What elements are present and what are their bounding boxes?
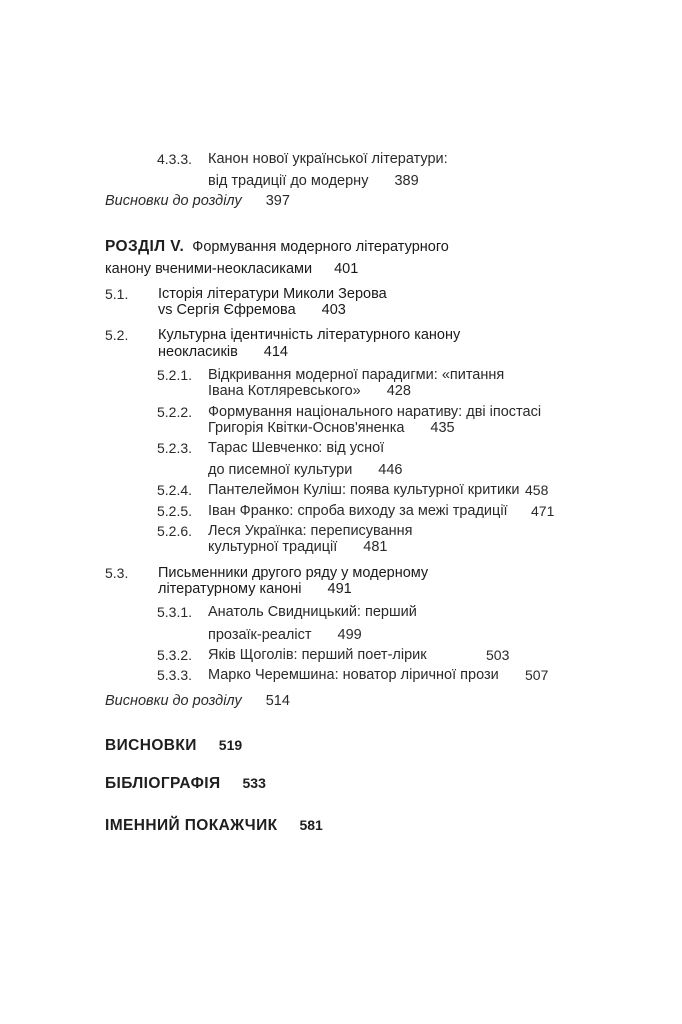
- entry-number: 5.3.3.: [157, 667, 193, 683]
- entry-title-line2: неокласиків 414: [158, 344, 288, 360]
- entry-title-line1: Канон нової української літератури:: [208, 151, 448, 167]
- chapter-heading: [105, 238, 449, 256]
- entry-title: ІМЕННИЙ ПОКАЖЧИК: [105, 817, 278, 834]
- entry-title-line1: Марко Черемшина: новатор ліричної прози: [208, 667, 499, 683]
- entry-title: Висновки до розділу: [105, 693, 242, 709]
- entry-title-line1: Відкривання модерної парадигми: «питання: [208, 367, 505, 383]
- page-number: 389: [394, 173, 419, 189]
- page-number: 458: [525, 482, 549, 498]
- page-number: 491: [327, 581, 352, 597]
- toc-entry-bibliography: [105, 774, 266, 793]
- entry-title-line2: Івана Котляревського» 428: [208, 383, 411, 399]
- entry-number: 5.3.2.: [157, 647, 193, 663]
- entry-title: БІБЛІОГРАФІЯ: [105, 775, 221, 792]
- toc-entry-conclusions-5: [105, 692, 290, 710]
- toc-entry-conclusions-4: [105, 192, 290, 210]
- entry-title-line2: vs Сергія Єфремова 403: [158, 302, 346, 318]
- entry-title-line1: Пантелеймон Куліш: поява культурної критики: [208, 482, 520, 498]
- entry-number: 5.1.: [105, 286, 129, 302]
- entry-title-line1: Культурна ідентичність літературного канону: [158, 327, 461, 343]
- entry-number: 5.2.6.: [157, 523, 193, 539]
- toc-entry-index: [105, 816, 323, 835]
- entry-number: 5.2.1.: [157, 367, 193, 383]
- page-number: 519: [218, 737, 243, 753]
- entry-number: 5.2.5.: [157, 503, 193, 519]
- page-number: 481: [363, 539, 388, 555]
- entry-title-line2: культурної традиції 481: [208, 539, 388, 555]
- entry-title-line2: від традиції до модерну 389: [208, 173, 419, 189]
- entry-title: ВИСНОВКИ: [105, 737, 197, 754]
- entry-number: 5.3.1.: [157, 604, 193, 620]
- entry-title-line1: Історія літератури Миколи Зерова: [158, 286, 387, 302]
- page-number: 581: [299, 817, 323, 833]
- page-number: 533: [242, 775, 266, 791]
- page-number: 414: [263, 344, 288, 360]
- chapter-title-line1: Формування модерного літературного: [192, 239, 449, 255]
- page-number: 428: [386, 383, 411, 399]
- entry-number: 4.3.3.: [157, 151, 193, 167]
- entry-title: Висновки до розділу: [105, 193, 242, 209]
- entry-number: 5.2.2.: [157, 404, 193, 420]
- toc-entry-conclusions: [105, 736, 242, 755]
- page-number: 401: [334, 261, 359, 277]
- page-number: 403: [321, 302, 346, 318]
- page-number: 507: [525, 667, 549, 683]
- entry-number: 5.2.4.: [157, 482, 193, 498]
- entry-title-line1: Яків Щоголів: перший поет-лірик: [208, 647, 427, 663]
- page-number: 499: [337, 627, 362, 643]
- entry-title-line1: Письменники другого ряду у модерному: [158, 565, 429, 581]
- entry-title-line1: Тарас Шевченко: від усної: [208, 440, 385, 456]
- page-number: 397: [265, 193, 290, 209]
- entry-title-line1: Анатоль Свидницький: перший: [208, 604, 417, 620]
- entry-number: 5.2.: [105, 327, 129, 343]
- entry-title-line1: Леся Українка: переписування: [208, 523, 413, 539]
- entry-title-line1: Іван Франко: спроба виходу за межі традиції: [208, 503, 508, 519]
- entry-number: 5.3.: [105, 565, 129, 581]
- entry-title-line2: прозаїк-реаліст 499: [208, 627, 362, 643]
- entry-title-line2: літературному каноні 491: [158, 581, 352, 597]
- page-number: 471: [531, 503, 555, 519]
- entry-title-line2: до писемної культури 446: [208, 462, 403, 478]
- page-number: 435: [430, 420, 455, 436]
- chapter-label: РОЗДІЛ V.: [105, 238, 185, 255]
- entry-number: 5.2.3.: [157, 440, 193, 456]
- entry-title-line1: Формування національного наративу: дві іпостасі: [208, 404, 542, 420]
- page-number: 503: [486, 647, 510, 663]
- entry-title-line2: Григорія Квітки-Основ'яненка 435: [208, 420, 455, 436]
- chapter-title-line2: канону вченими-неокласиками 401: [105, 261, 359, 277]
- page-number: 514: [265, 693, 290, 709]
- page-number: 446: [378, 462, 403, 478]
